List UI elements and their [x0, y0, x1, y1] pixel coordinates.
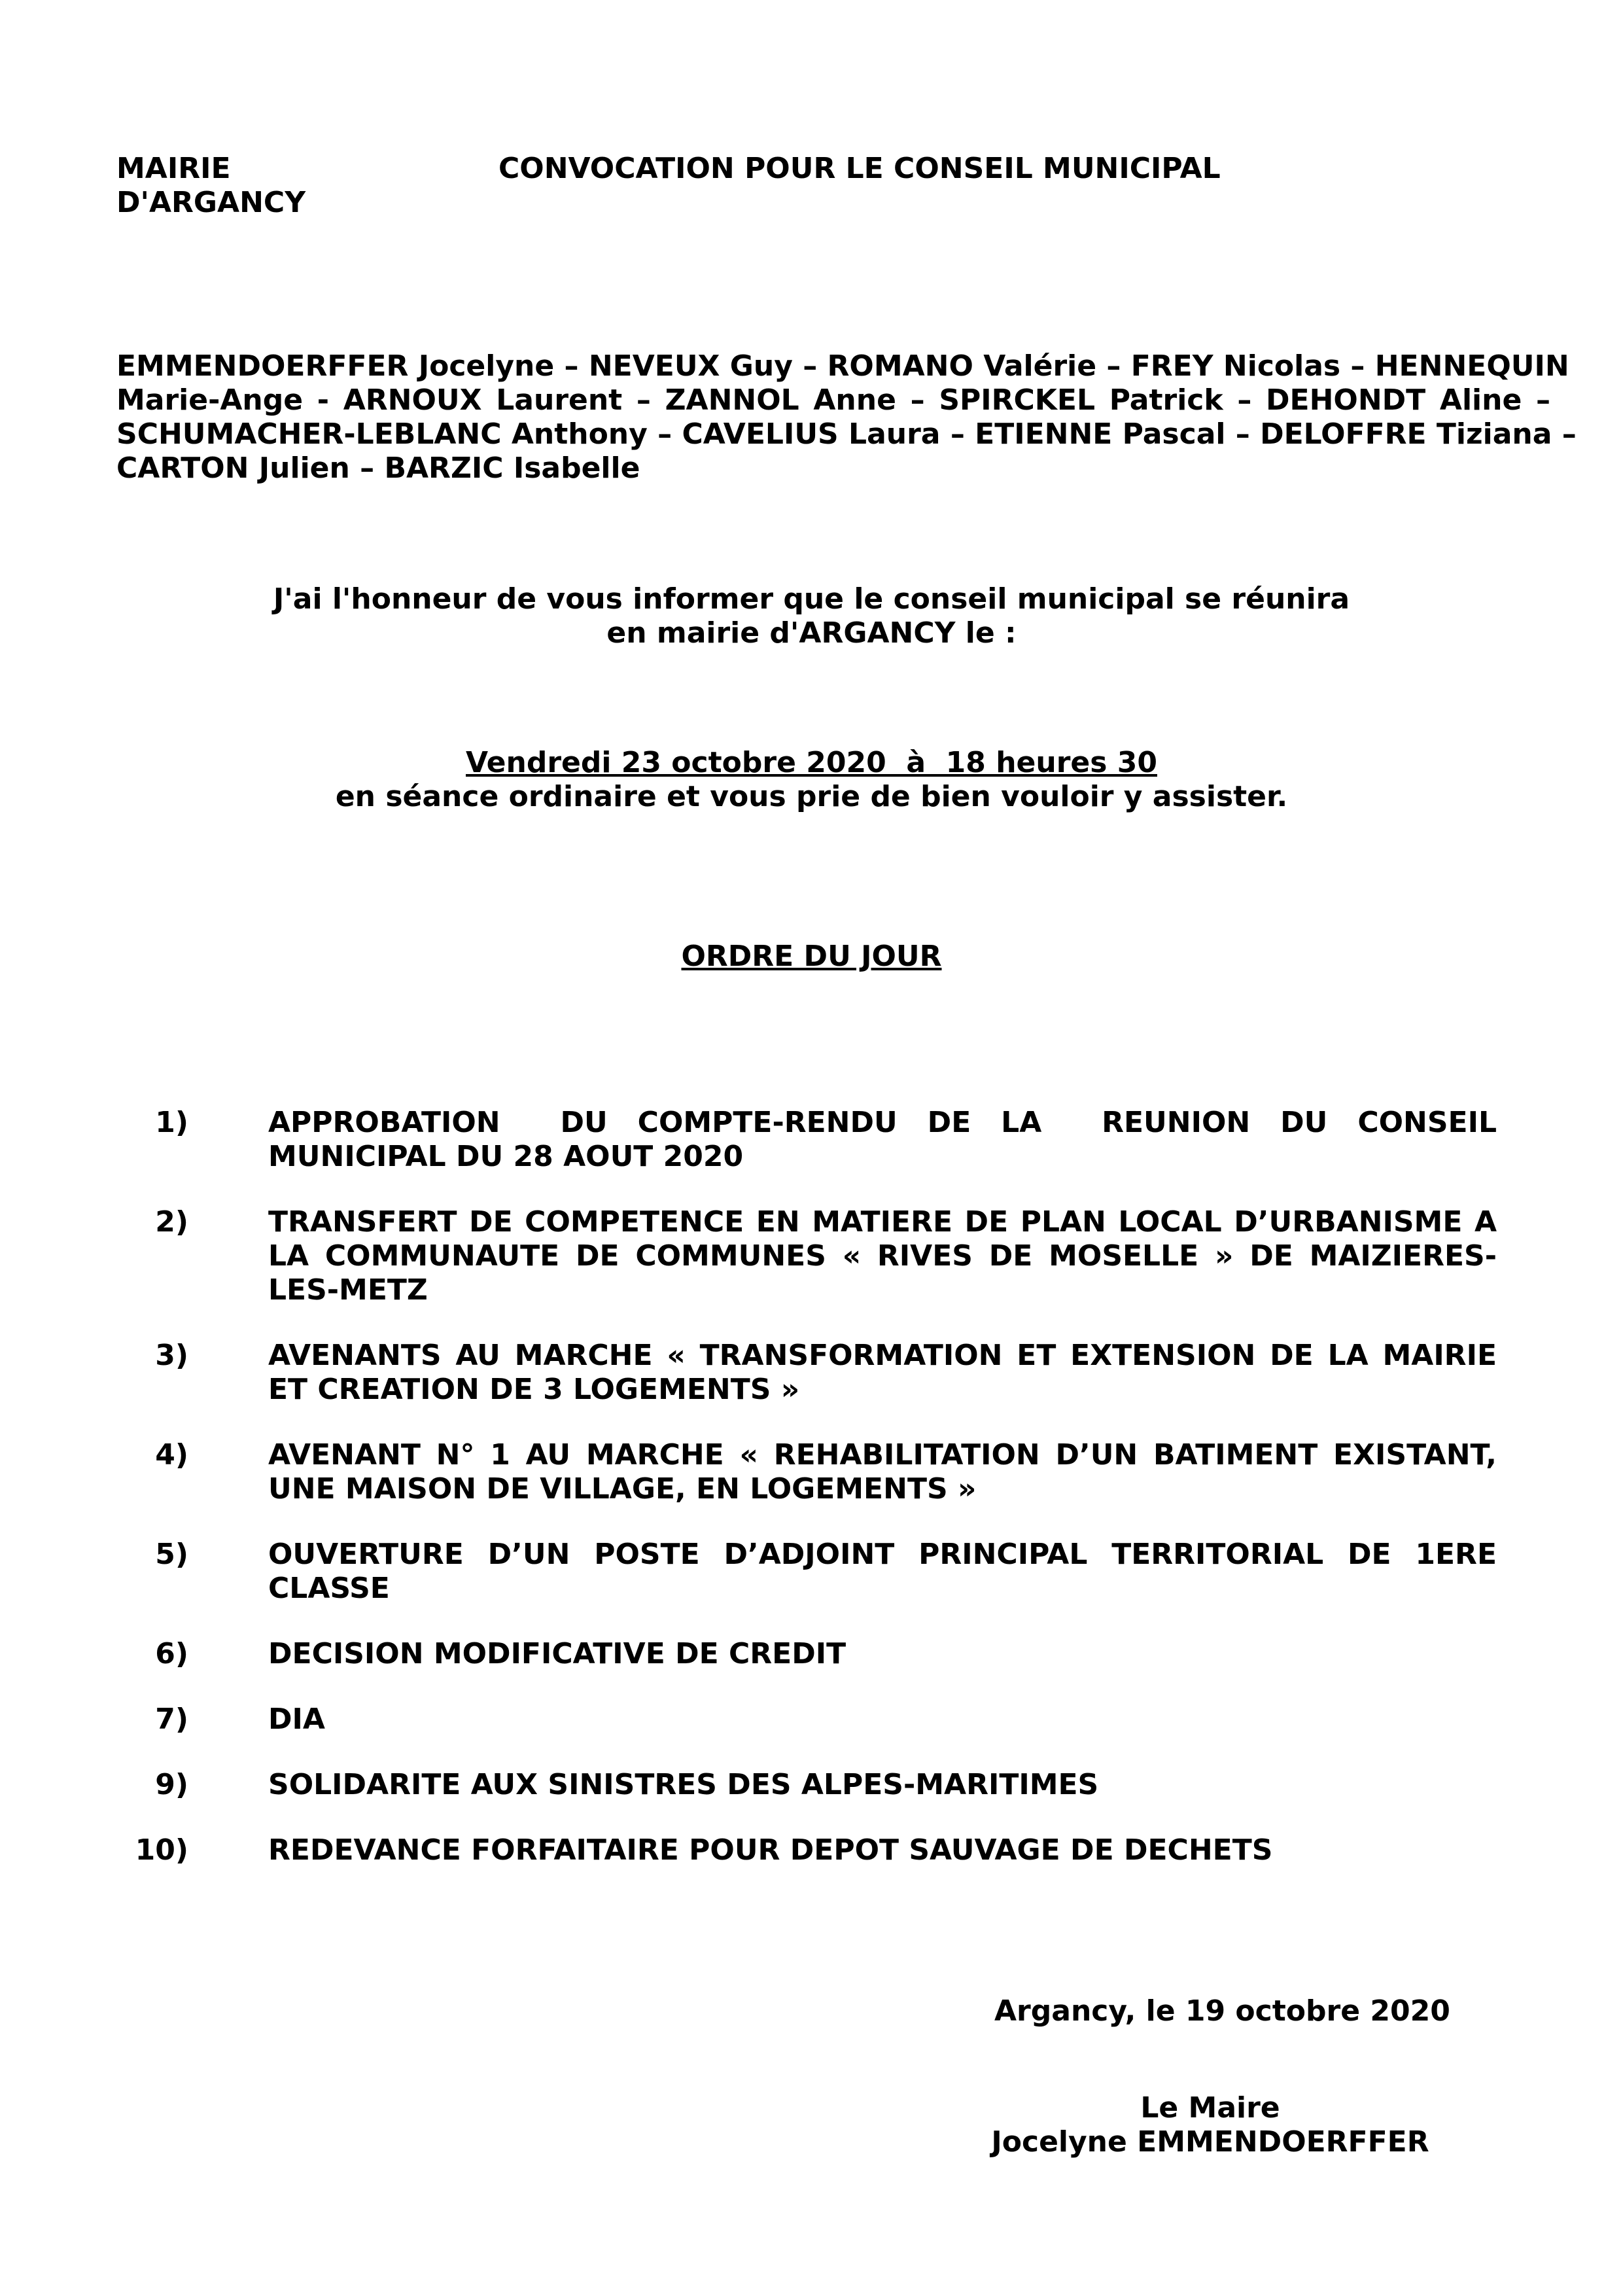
agenda-item-text: APPROBATION DU COMPTE-RENDU DE LA REUNION DU CONSEIL MUNICIPAL DU 28 AOUT 2020 — [268, 1106, 1507, 1173]
agenda-item-text: DIA — [268, 1703, 325, 1736]
agenda-item-number: 3) — [155, 1339, 188, 1372]
recipients-line-1: EMMENDOERFFER Jocelyne – NEVEUX Guy – ROMANO Valérie – FREY Nicolas – HENNEQUIN — [116, 349, 1569, 383]
recipients-line-3: SCHUMACHER-LEBLANC Anthony – CAVELIUS Laura – ETIENNE Pascal – DELOFFRE Tiziana – — [116, 417, 1577, 451]
agenda-item-text: AVENANTS AU MARCHE « TRANSFORMATION ET EXTENSION DE LA MAIRIE ET CREATION DE 3 LOGEMENTS » — [268, 1339, 1497, 1406]
agenda-item — [116, 1205, 1497, 1307]
agenda-item-number: 7) — [155, 1703, 188, 1736]
recipients-line-4: CARTON Julien – BARZIC Isabelle — [116, 451, 640, 485]
meeting-session: en séance ordinaire et vous prie de bien vouloir y assister. — [335, 780, 1288, 813]
signatory-name: Jocelyne EMMENDOERFFER — [991, 2125, 1429, 2159]
agenda-item-number: 2) — [155, 1205, 188, 1239]
agenda-item — [116, 1703, 1497, 1737]
agenda-list — [116, 1106, 1507, 1899]
agenda-heading: ORDRE DU JOUR — [681, 940, 942, 973]
document-title: CONVOCATION POUR LE CONSEIL MUNICIPAL — [498, 152, 1221, 185]
agenda-item-number: 1) — [155, 1106, 188, 1139]
agenda-item-number: 5) — [155, 1538, 188, 1571]
agenda-item-number: 9) — [155, 1768, 188, 1801]
agenda-item — [116, 1106, 1507, 1174]
agenda-item-text: AVENANT N° 1 AU MARCHE « REHABILITATION D’UN BATIMENT EXISTANT, UNE MAISON DE VILLAGE, EN LOGEMENTS » — [268, 1438, 1497, 1506]
recipients-list — [116, 349, 1577, 486]
place-and-date: Argancy, le 19 octobre 2020 — [994, 1994, 1450, 2028]
intro-line-1: J'ai l'honneur de vous informer que le conseil municipal se réunira — [273, 582, 1350, 616]
issuer-line-2: D'ARGANCY — [116, 186, 306, 219]
agenda-item-text: TRANSFERT DE COMPETENCE EN MATIERE DE PLAN LOCAL D’URBANISME A LA COMMUNAUTE DE COMMUNES « RIVES DE MOSELLE » DE MAIZIERES-LES-METZ — [268, 1205, 1497, 1307]
issuer-block — [116, 152, 391, 220]
issuer-line-1: MAIRIE — [116, 152, 231, 185]
agenda-item — [116, 1637, 1497, 1671]
meeting-datetime: Vendredi 23 octobre 2020 à 18 heures 30 — [466, 746, 1157, 779]
agenda-item — [116, 1438, 1497, 1506]
agenda-item-text: REDEVANCE FORFAITAIRE POUR DEPOT SAUVAGE DE DECHETS — [268, 1833, 1273, 1867]
recipients-line-2: Marie-Ange - ARNOUX Laurent – ZANNOL Anne – SPIRCKEL Patrick – DEHONDT Aline – — [116, 383, 1550, 417]
meeting-details — [0, 746, 1623, 814]
agenda-item-text: SOLIDARITE AUX SINISTRES DES ALPES-MARITIMES — [268, 1768, 1099, 1801]
agenda-item-number: 6) — [155, 1637, 188, 1670]
signatory-title: Le Maire — [1140, 2091, 1280, 2125]
agenda-item — [116, 1538, 1497, 1606]
agenda-item-text: DECISION MODIFICATIVE DE CREDIT — [268, 1637, 846, 1670]
agenda-item — [116, 1768, 1497, 1802]
intro-paragraph — [0, 582, 1623, 650]
agenda-item — [116, 1339, 1497, 1407]
intro-line-2: en mairie d'ARGANCY le : — [606, 616, 1017, 650]
agenda-item-number: 4) — [155, 1438, 188, 1472]
agenda-item-number: 10) — [135, 1833, 188, 1867]
agenda-item — [116, 1833, 1497, 1867]
agenda-item-text: OUVERTURE D’UN POSTE D’ADJOINT PRINCIPAL TERRITORIAL DE 1ERE CLASSE — [268, 1538, 1497, 1605]
